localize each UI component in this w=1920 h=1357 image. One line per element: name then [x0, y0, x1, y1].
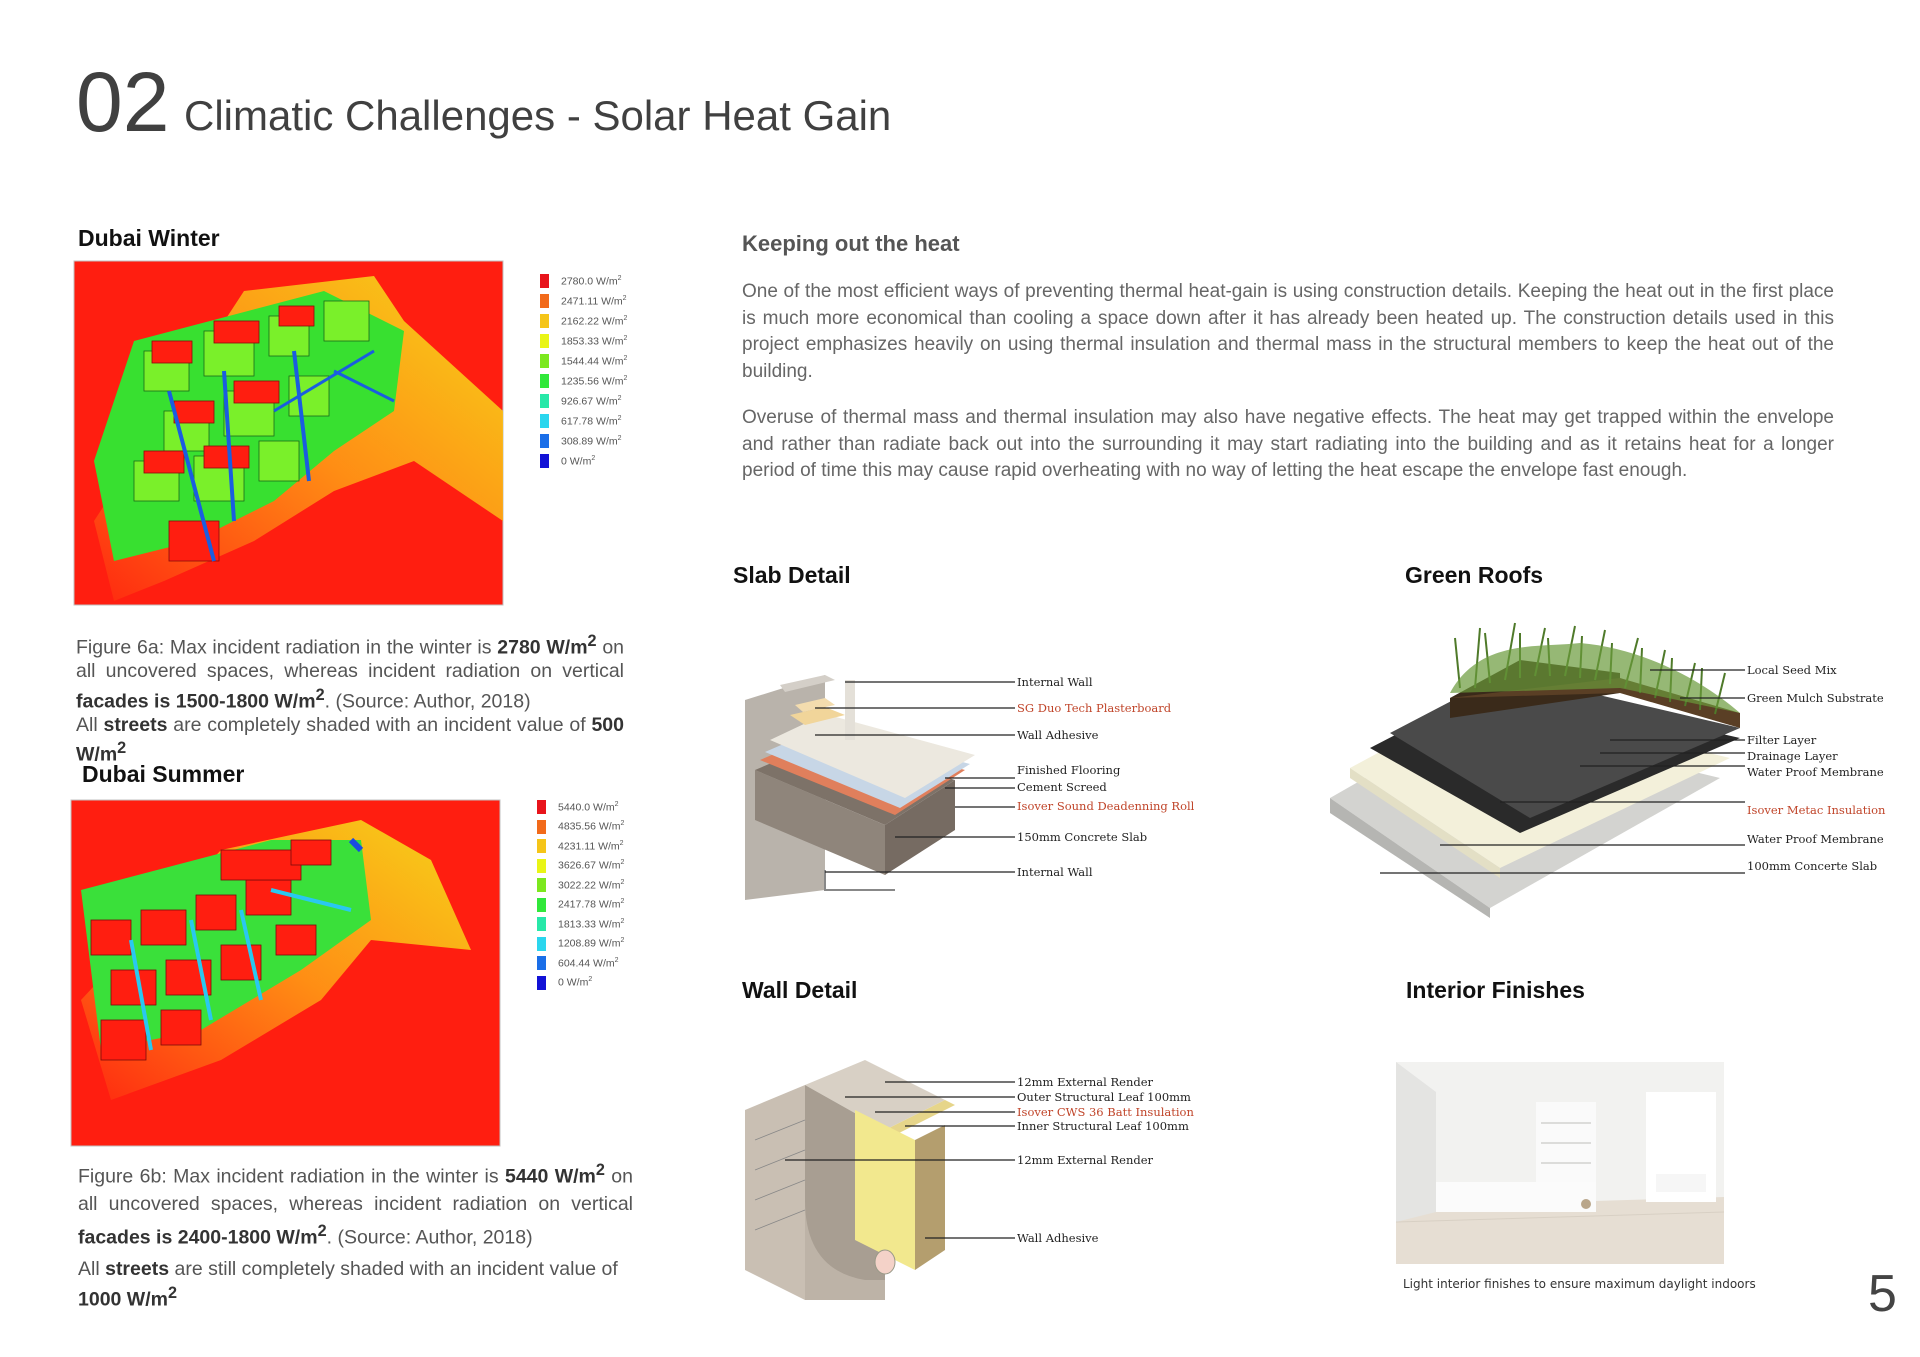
legend-label: 1813.33 W/m [558, 918, 621, 931]
legend-label: 0 W/m [561, 455, 592, 468]
legend-row: 2471.11 $W/m^2$ [540, 291, 627, 311]
slab-label: Internal Wall [1017, 865, 1093, 879]
caption-text: All [78, 1258, 106, 1280]
interior-photo [1396, 1062, 1724, 1264]
legend-row: 1853.33 $W/m^2$ [540, 331, 627, 351]
legend-swatch [537, 878, 546, 892]
wall-label: Isover CWS 36 Batt Insulation [1017, 1105, 1194, 1119]
caption-emphasis: 500 W/m [76, 713, 624, 766]
intro-paragraph: Overuse of thermal mass and thermal insulation may also have negative effects. The heat may get trapped within the envelope and rather than radiate back out into the surrounding it may start radiating into the building and as it retains heat for a longer period of time this may cause rapid overheating with no way of letting the heat escape the envelope fast enough. [742, 407, 1834, 481]
legend-row: 0 $W/m^2$ [537, 973, 592, 993]
caption-text: . (Source: Author, 2018) [324, 690, 531, 712]
legend-row: 926.67 $W/m^2$ [540, 391, 622, 411]
legend-row: 1813.33 $W/m^2$ [537, 914, 624, 934]
section-number: 02 [76, 55, 170, 149]
legend-swatch [540, 274, 549, 288]
legend-swatch [540, 294, 549, 308]
legend-row: 2780.0 $W/m^2$ [540, 271, 622, 291]
winter-caption: Figure 6a: Max incident radiation in the winter is 2780 $W/m^2$ on all uncovered spaces, whereas incident radiation on vertical facades is 1500-1800 $W/m^2$. (Source: Author, 2018) All streets are completely shaded with an incident value of 500 $W/m^2$ [76, 632, 625, 766]
summer-legend [537, 797, 667, 1007]
wall-label: Inner Structural Leaf 100mm [1017, 1119, 1189, 1133]
legend-label: 1208.89 W/m [558, 937, 621, 950]
legend-row: 3626.67 $W/m^2$ [537, 856, 624, 876]
legend-label: 3022.22 W/m [558, 879, 621, 892]
wall-detail-drawing [735, 1040, 1205, 1300]
wall-label: 12mm External Render [1017, 1153, 1154, 1167]
intro-heading: Keeping out the heat [742, 231, 960, 256]
legend-swatch [537, 956, 546, 970]
caption-emphasis: 2780 W/m [497, 636, 588, 659]
green-roof-drawing [1320, 618, 1886, 918]
roof-label: Drainage Layer [1747, 749, 1838, 763]
slab-label: Internal Wall [1017, 675, 1093, 689]
wall-label: Wall Adhesive [1017, 1231, 1099, 1245]
intro-paragraph: One of the most efficient ways of preventing thermal heat-gain is using construction details. Keeping the heat out in the first place is much more economical than cooling a space down after it has already been heated up. The construction details used in this project emphasizes heavily on using thermal insulation and thermal mass in the structural members to keep the heat out of the building. [742, 281, 1834, 382]
legend-swatch [537, 800, 546, 814]
slab-label: Cement Screed [1017, 780, 1107, 794]
wall-heading: Wall Detail [742, 977, 858, 1003]
slab-heading: Slab Detail [733, 562, 851, 588]
slab-label: Finished Flooring [1017, 763, 1121, 777]
roof-label: Isover Metac Insulation [1747, 803, 1886, 817]
slab-label: Isover Sound Deadenning Roll [1017, 799, 1195, 813]
legend-swatch [537, 976, 546, 990]
legend-row: 604.44 $W/m^2$ [537, 953, 619, 973]
legend-label: 0 W/m [558, 976, 589, 989]
roof-label: Green Mulch Substrate [1747, 691, 1884, 705]
wall-label: 12mm External Render [1017, 1075, 1154, 1089]
legend-label: 2471.11 W/m [561, 295, 623, 308]
legend-label: 5440.0 W/m [558, 801, 615, 814]
legend-swatch [540, 374, 549, 388]
caption-text: Figure 6a: Max incident radiation in the winter is [76, 636, 498, 659]
legend-row: 617.78 $W/m^2$ [540, 411, 622, 431]
slab-label: Wall Adhesive [1017, 728, 1099, 742]
caption-text: on all uncovered spaces, whereas incident radiation on vertical [76, 636, 625, 682]
legend-label: 1853.33 W/m [561, 335, 624, 348]
legend-row: 4231.11 $W/m^2$ [537, 836, 624, 856]
legend-row: 3022.22 $W/m^2$ [537, 875, 624, 895]
interior-caption: Light interior finishes to ensure maximum daylight indoors [1403, 1277, 1756, 1291]
legend-swatch [537, 937, 546, 951]
roof-label: Water Proof Membrane [1747, 832, 1884, 846]
legend-row: 2417.78 $W/m^2$ [537, 895, 624, 915]
legend-label: 308.89 W/m [561, 435, 618, 448]
legend-row: 2162.22 $W/m^2$ [540, 311, 627, 331]
roof-label: Filter Layer [1747, 733, 1817, 747]
caption-emphasis: facades is 1500-1800 W/m [76, 690, 316, 712]
roof-label: Water Proof Membrane [1747, 765, 1884, 779]
caption-emphasis: 5440 W/m [504, 1165, 596, 1188]
legend-row: 0 $W/m^2$ [540, 451, 595, 471]
caption-text: are still completely shaded with an incident value of [169, 1258, 618, 1280]
caption-text: All [76, 713, 104, 736]
legend-swatch [540, 394, 549, 408]
legend-row: 4835.56 $W/m^2$ [537, 817, 624, 837]
legend-row: 1235.56 $W/m^2$ [540, 371, 627, 391]
legend-row: 1544.44 $W/m^2$ [540, 351, 627, 371]
summer-heading: Dubai Summer [82, 761, 245, 787]
summer-radiation-map [71, 800, 500, 1146]
legend-label: 2780.0 W/m [561, 275, 618, 288]
legend-swatch [540, 454, 549, 468]
page-title: Climatic Challenges - Solar Heat Gain [184, 92, 892, 139]
legend-label: 1235.56 W/m [561, 375, 624, 388]
legend-swatch [540, 314, 549, 328]
interior-heading: Interior Finishes [1406, 977, 1585, 1003]
winter-heading: Dubai Winter [78, 225, 220, 251]
legend-swatch [540, 334, 549, 348]
slab-label: 150mm Concrete Slab [1017, 830, 1148, 844]
caption-emphasis: streets [103, 713, 168, 736]
caption-emphasis: 1000 W/m [78, 1288, 168, 1310]
roof-label: Local Seed Mix [1747, 663, 1837, 677]
legend-swatch [537, 839, 546, 853]
legend-label: 604.44 W/m [558, 957, 615, 970]
wall-label: Outer Structural Leaf 100mm [1017, 1090, 1191, 1104]
legend-swatch [537, 917, 546, 931]
caption-text: on all uncovered spaces, whereas incident radiation on vertical [78, 1165, 633, 1215]
slab-detail-drawing [725, 660, 1205, 910]
legend-label: 2417.78 W/m [558, 898, 621, 911]
legend-row: 1208.89 $W/m^2$ [537, 934, 624, 954]
legend-swatch [540, 354, 549, 368]
caption-text: . (Source: Author, 2018) [326, 1226, 533, 1248]
slab-label: SG Duo Tech Plasterboard [1017, 701, 1172, 715]
winter-legend [540, 271, 670, 481]
legend-swatch [540, 434, 549, 448]
legend-label: 4231.11 W/m [558, 840, 620, 853]
legend-label: 617.78 W/m [561, 415, 618, 428]
legend-swatch [537, 898, 546, 912]
legend-swatch [537, 859, 546, 873]
legend-swatch [537, 820, 546, 834]
legend-row: 308.89 $W/m^2$ [540, 431, 622, 451]
caption-text: are completely shaded with an incident value of [167, 713, 592, 736]
caption-emphasis: streets [105, 1258, 170, 1280]
legend-label: 2162.22 W/m [561, 315, 624, 328]
roof-label: 100mm Concerte Slab [1747, 859, 1878, 873]
page-number: 5 [1868, 1265, 1897, 1323]
legend-label: 4835.56 W/m [558, 820, 621, 833]
legend-label: 3626.67 W/m [558, 859, 621, 872]
roof-heading: Green Roofs [1405, 562, 1544, 588]
summer-caption: Figure 6b: Max incident radiation in the winter is 5440 $W/m^2$ on all uncovered spaces, whereas incident radiation on vertical facades is 2400-1800 $W/m^2$. (Source: Author, 2018) [78, 1161, 633, 1248]
caption-emphasis: facades is 2400-1800 W/m [78, 1226, 318, 1248]
legend-row: 5440.0 $W/m^2$ [537, 797, 619, 817]
legend-label: 1544.44 W/m [561, 355, 624, 368]
summer-caption-streets: All streets are still completely shaded with an incident value of 1000 $W/m^2$ [78, 1258, 618, 1310]
caption-text: Figure 6b: Max incident radiation in the winter is [78, 1165, 505, 1188]
legend-label: 926.67 W/m [561, 395, 618, 408]
winter-radiation-map [74, 261, 503, 605]
legend-swatch [540, 414, 549, 428]
